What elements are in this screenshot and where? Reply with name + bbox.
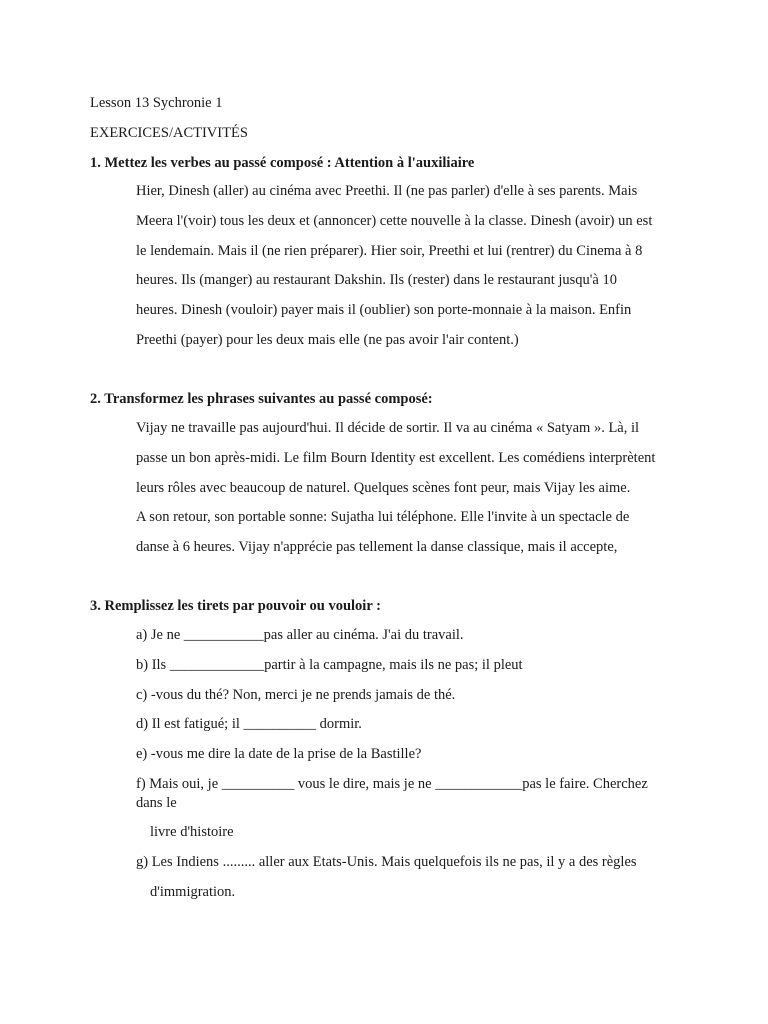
exercise-2-line: A son retour, son portable sonne: Sujatha lui téléphone. Elle l'invite à un spectacle de xyxy=(136,509,630,525)
exercise-3-item-wrap: livre d'histoire xyxy=(150,824,234,840)
exercise-1-line: Hier, Dinesh (aller) au cinéma avec Preethi. Il (ne pas parler) d'elle à ses parents. Mais xyxy=(136,183,638,199)
exercise-2-line: passe un bon après-midi. Le film Bourn Identity est excellent. Les comédiens interprètent xyxy=(136,450,656,466)
exercise-1-line: Preethi (payer) pour les deux mais elle (ne pas avoir l'air content.) xyxy=(136,332,519,348)
exercise-1-line: heures. Ils (manger) au restaurant Dakshin. Ils (rester) dans le restaurant jusqu'à 10 xyxy=(136,272,617,288)
exercise-3-item: b) Ils _____________partir à la campagne, mais ils ne pas; il pleut xyxy=(136,657,523,673)
exercise-1-heading: 1. Mettez les verbes au passé composé : Attention à l'auxiliaire xyxy=(90,155,475,171)
exercise-3-item: c) -vous du thé? Non, merci je ne prends jamais de thé. xyxy=(136,687,456,703)
exercise-3-item-wrap: dans le xyxy=(136,795,177,811)
exercise-1-line: heures. Dinesh (vouloir) payer mais il (oublier) son porte-monnaie à la maison. Enfin xyxy=(136,302,632,318)
exercise-2-heading: 2. Transformez les phrases suivantes au passé composé: xyxy=(90,391,433,407)
exercise-3-heading: 3. Remplissez les tirets par pouvoir ou vouloir : xyxy=(90,598,381,614)
exercise-2-line: leurs rôles avec beaucoup de naturel. Quelques scènes font peur, mais Vijay les aime. xyxy=(136,480,631,496)
exercise-3-item: g) Les Indiens ......... aller aux Etats-Unis. Mais quelquefois ils ne pas, il y a des règles xyxy=(136,854,637,870)
page-title: EXERCICES/ACTIVITÉS xyxy=(90,125,248,141)
lesson-title: Lesson 13 Sychronie 1 xyxy=(90,95,223,111)
exercise-2-line: Vijay ne travaille pas aujourd'hui. Il décide de sortir. Il va au cinéma « Satyam ». Là, il xyxy=(136,420,640,436)
exercise-3-item-wrap: d'immigration. xyxy=(150,884,236,900)
exercise-1-line: le lendemain. Mais il (ne rien préparer). Hier soir, Preethi et lui (rentrer) du Cinema à 8 xyxy=(136,243,643,259)
exercise-3-item: a) Je ne ___________pas aller au cinéma. J'ai du travail. xyxy=(136,627,464,643)
exercise-3-item: d) Il est fatigué; il __________ dormir. xyxy=(136,716,362,732)
exercise-3-item: e) -vous me dire la date de la prise de la Bastille? xyxy=(136,746,422,762)
exercise-3-item: f) Mais oui, je __________ vous le dire, mais je ne ____________pas le faire. Cherchez xyxy=(136,776,648,792)
exercise-1-line: Meera l'(voir) tous les deux et (annoncer) cette nouvelle à la classe. Dinesh (avoir) un est xyxy=(136,213,653,229)
exercise-2-line: danse à 6 heures. Vijay n'apprécie pas tellement la danse classique, mais il accepte, xyxy=(136,539,618,555)
